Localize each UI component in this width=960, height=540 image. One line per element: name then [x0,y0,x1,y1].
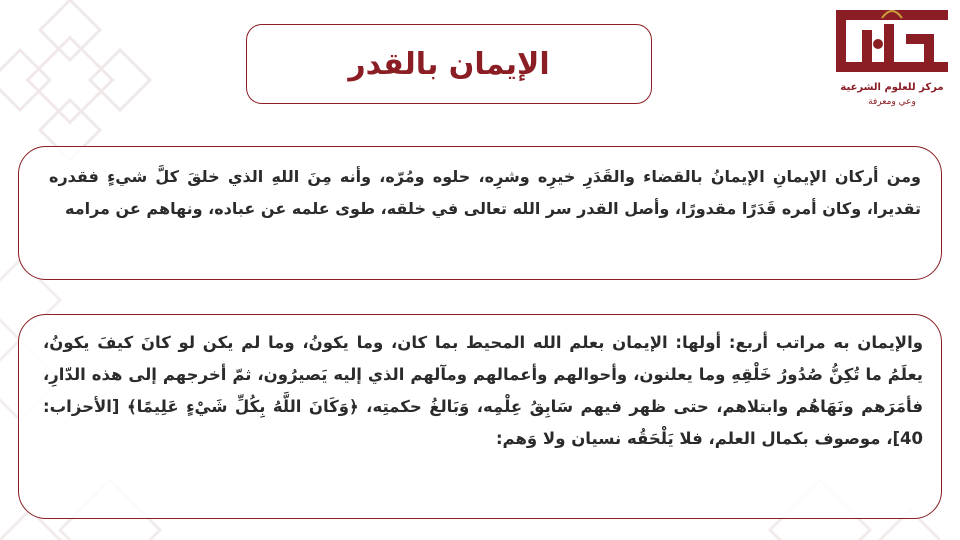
verse-citation: [الأحزاب: 40]، [43,397,923,448]
levels-paragraph [43,327,923,455]
logo-tagline: مركز للعلوم الشرعية [840,82,944,93]
slide-title: الإيمان بالقدر [348,46,550,82]
logo-subtagline: وعي ومعرفة [868,97,916,107]
content-box-levels [18,314,942,519]
levels-text: والإيمان به مراتب أربع: أولها: الإيمان بعلم الله المحيط بما كان، وما يكونُ، وما لم يكن لو كانَ كيفَ يكونُ، يعلَمُ ما تُكِنُّ صُدُورُ خَلْقِهِ وما يعلنون، وأحوالهم وأعمالهم ومآلهم الذي إليه يَصيرُون، ثمّ أخرجهم إلى هذه الدّارِ، فأمَرَهم ونَهَاهُم وابتلاهم، حتى ظهر فيهم سَابِقُ عِلْمِه، وَبَالغُ حكمتِه، [43,333,923,416]
brand-logo [828,4,956,114]
intro-paragraph: ومن أركان الإيمانِ الإيمانُ بالقضاء والقَدَرِ خيرِه وشرِه، حلوه ومُرّه، وأنه مِنَ اللهِ الذي خلقَ كلَّ شيءٍ فقدره تقديرا، وكان أمره قَدَرًا مقدورًا، وأصل القدر سر الله تعالى في خلقه، طوى علمه عن عباده، ونهاهم عن مرامه [49,167,921,218]
content-box-intro [18,146,942,280]
slide-title-box [246,24,652,104]
quran-verse: ﴿وَكَانَ اللَّهُ بِكُلِّ شَيْءٍ عَلِيمًا﴾ [126,397,359,416]
levels-text-end: موصوف بكمال العلم، فلا يَلْحَقُه نسيان ولا وَهم: [495,429,887,448]
ihkam-logo-icon [832,4,952,78]
